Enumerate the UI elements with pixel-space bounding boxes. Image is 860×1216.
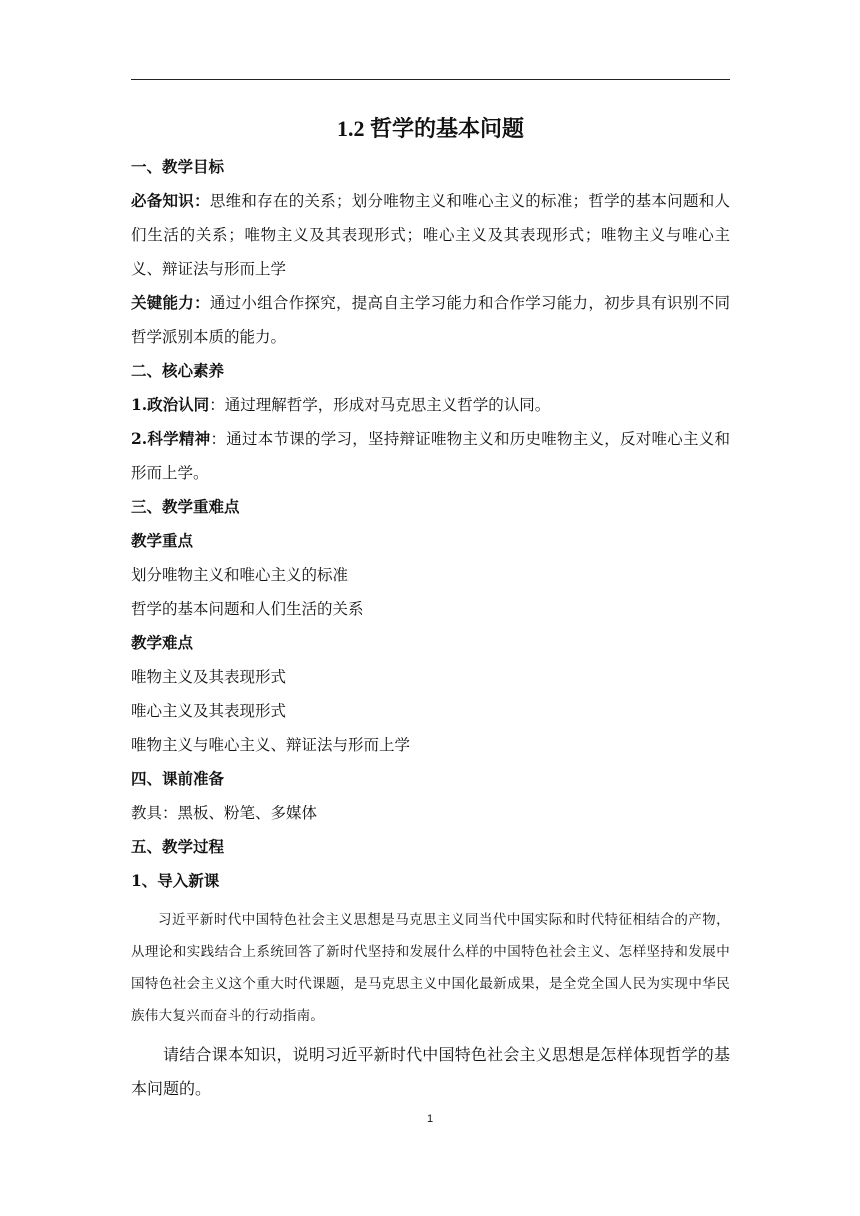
- intro-quote-paragraph: 习近平新时代中国特色社会主义思想是马克思主义同当代中国实际和时代特征相结合的产物，从理论和实践结合上系统回答了新时代坚持和发展什么样的中国特色社会主义、怎样坚持和发展中国特色社会主义这个重大时代课题，是马克思主义中国化最新成果，是全党全国人民为实现中华民族伟大复兴而奋斗的行动指南。: [131, 912, 730, 1024]
- teaching-tools: 教具：黑板、粉笔、多媒体: [131, 804, 318, 822]
- literacy-item-political: [131, 388, 730, 422]
- literacy-item-political-label: 1.政治认同: [131, 395, 210, 414]
- page-number: 1: [426, 1113, 434, 1125]
- section-heading-preparation: 四、课前准备: [131, 769, 225, 788]
- subheading-difficult-points: 教学难点: [131, 633, 194, 652]
- literacy-item-science: [131, 422, 730, 490]
- key-point-item: 哲学的基本问题和人们生活的关系: [131, 600, 364, 618]
- section-heading-key-difficult: 三、教学重难点: [131, 497, 240, 516]
- difficult-point-item: 唯物主义与唯心主义、辩证法与形而上学: [131, 736, 411, 754]
- difficult-point-item: 唯物主义及其表现形式: [131, 668, 287, 686]
- key-ability-label: 关键能力：: [131, 293, 210, 312]
- required-knowledge-label: 必备知识：: [131, 191, 210, 210]
- key-ability-paragraph: [131, 286, 730, 354]
- required-knowledge-paragraph: [131, 184, 730, 286]
- subheading-key-points: 教学重点: [131, 531, 194, 550]
- document-body: [131, 112, 730, 1106]
- intro-question: 请结合课本知识，说明习近平新时代中国特色社会主义思想是怎样体现哲学的基本问题的。: [131, 1045, 730, 1098]
- literacy-item-political-text: ：通过理解哲学，形成对马克思主义哲学的认同。: [209, 396, 551, 414]
- subheading-introduction: 1、导入新课: [131, 871, 220, 890]
- section-heading-process: 五、教学过程: [131, 837, 225, 856]
- header-rule: [131, 79, 730, 80]
- literacy-item-science-label: 2.科学精神: [131, 429, 211, 448]
- key-point-item: 划分唯物主义和唯心主义的标准: [131, 566, 349, 584]
- required-knowledge-text: 思维和存在的关系；划分唯物主义和唯心主义的标准；哲学的基本问题和人们生活的关系；唯物主义及其表现形式；唯心主义及其表现形式；唯物主义与唯心主义、辩证法与形而上学: [131, 192, 730, 278]
- section-heading-objectives: 一、教学目标: [131, 157, 225, 176]
- section-heading-core-literacy: 二、核心素养: [131, 361, 225, 380]
- difficult-point-item: 唯心主义及其表现形式: [131, 702, 287, 720]
- document-title: 1.2 哲学的基本问题: [336, 116, 524, 141]
- literacy-item-science-text: ：通过本节课的学习，坚持辩证唯物主义和历史唯物主义，反对唯心主义和形而上学。: [131, 430, 730, 482]
- key-ability-text: 通过小组合作探究，提高自主学习能力和合作学习能力，初步具有识别不同哲学派别本质的能力。: [131, 294, 730, 346]
